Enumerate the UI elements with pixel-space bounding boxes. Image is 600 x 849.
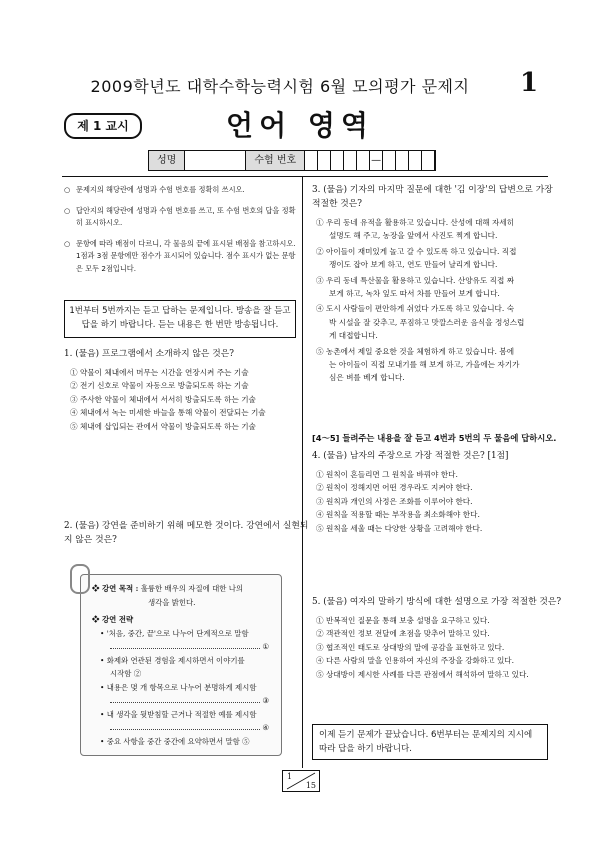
page-number: 1 [520,68,539,98]
current-page: 1 [287,772,293,781]
exam-number-digit[interactable] [409,151,422,170]
exam-number-digit[interactable] [396,151,409,170]
q3-choice[interactable]: ① 우리 동네 유적을 활용하고 있습니다. 산성에 대해 자세히 설명도 해 주고, 농장을 앞에서 사진도 찍게 합니다. [316,218,515,241]
q1-choices [70,366,266,433]
q5-stem: 5. (물음) 여자의 말하기 방식에 대한 설명으로 가장 적절한 것은? [312,597,562,607]
instruction-note: ○ 문항에 따라 배점이 다르니, 각 물음의 끝에 표시된 배점을 참고하시오. 1점과 3점 문항에만 점수가 표시되어 있습니다. 점수 표시가 없는 문항은 모두 2점입니다. [64,238,296,276]
q1-choice[interactable]: ② 전기 신호로 약물이 자동으로 방출되도록 하는 기술 [70,381,249,391]
q1-choice[interactable]: ⑤ 체내에 삽입되는 관에서 약물이 방출되도록 하는 기술 [70,421,256,431]
memo-item-mark: ③ [262,696,269,705]
listening-notice-line: 답을 하기 바랍니다. 듣는 내용은 한 번만 방송됩니다. [81,320,279,330]
memo-purpose-label: ❖ 강연 목적 : [92,584,139,593]
q4-choice[interactable]: ③ 원칙과 개인의 사정은 조화를 이루어야 한다. [316,496,473,506]
memo-strategy-label: ❖ 강연 전략 [92,615,134,624]
exam-number-digit[interactable] [305,151,318,170]
q5-choices [316,614,529,681]
period-badge: 제 1 교시 [64,113,142,139]
q4-choices [316,468,482,535]
q1-choice[interactable]: ③ 주사한 약물이 체내에서 서서히 방출되도록 하는 기술 [70,394,256,404]
exam-number-dash: — [370,151,383,170]
exam-number-label: 수험 번호 [246,151,305,170]
name-field[interactable] [185,151,246,170]
instructions-list [64,184,296,283]
exam-title: 2009학년도 대학수학능력시험 6월 모의평가 문제지 [90,77,470,96]
leader-dots [110,642,260,649]
q4-stem: 4. (물음) 남자의 주장으로 가장 적절한 것은? [1점] [312,451,509,461]
column-divider [302,176,303,768]
exam-number-digit[interactable] [344,151,357,170]
q1-choice[interactable]: ① 약물이 체내에서 머무는 시간을 연장시켜 주는 기술 [70,368,249,377]
page-indicator [282,770,320,792]
total-pages: 15 [305,781,316,790]
section-instruction: [4～5] 들려주는 내용을 잘 듣고 4번과 5번의 두 물음에 답하시오. [312,433,557,443]
q1-choice[interactable]: ④ 체내에서 녹는 미세한 바늘을 통해 약물이 전달되는 기술 [70,408,266,418]
q4-choice[interactable]: ④ 원칙을 적용할 때는 부작용을 최소화해야 한다. [316,510,480,520]
memo-item: • '처음, 중간, 끝'으로 나누어 단계적으로 말함 [100,628,249,638]
q4-choice[interactable]: ① 원칙이 혼들리면 그 원칙을 바꿔야 한다. [316,470,458,479]
leader-dots [110,696,260,703]
q5-choice[interactable]: ⑤ 상대방이 제시한 사례를 다른 관점에서 해석하여 말하고 있다. [316,669,529,679]
memo-item-mark: ④ [262,723,269,732]
exam-number-digit[interactable] [331,151,344,170]
listening-end-line: 이제 듣기 문제가 끝났습니다. 6번부터는 문제지의 지시에 [319,730,533,740]
subject-title: 언어 영역 [226,109,374,142]
listening-end-box [312,724,548,760]
q5-choice[interactable]: ③ 협조적인 태도로 상대방의 말에 공감을 표현하고 있다. [316,642,505,652]
memo-item: • 화제와 연관된 경험을 제시하면서 이야기를 [100,655,245,665]
q3-choice[interactable]: ④ 도시 사람들이 편안하게 쉬었다 가도록 하고 있습니다. 숙 박 시설을 잘 갖추고, 푸짐하고 맛깔스러운 음식을 정성스럽 게 대접합니다. [316,304,525,341]
instruction-note: ○ 문제지의 해당란에 성명과 수험 번호를 정확히 쓰시오. [64,184,296,197]
q4-choice[interactable]: ② 원칙이 정해지면 어떤 경우라도 지켜야 한다. [316,483,473,493]
exam-number-digit[interactable] [318,151,331,170]
instruction-note: ○ 답안지의 해당란에 성명과 수험 번호를 쓰고, 또 수험 번호의 답을 정확히 표시하시오. [64,205,296,230]
q2-stem-line: 지 않은 것은? [64,535,117,545]
listening-notice-box [64,300,296,338]
q4-choice[interactable]: ⑤ 원칙을 세울 때는 다양한 상황을 고려해야 한다. [316,523,483,533]
q3-choices [316,216,524,385]
paper-clip-icon [70,564,90,594]
memo-purpose-text: 훌륭한 배우의 자질에 대한 나의 [140,584,243,593]
q3-choice[interactable]: ② 아이들이 재미있게 놀고 갈 수 있도록 하고 있습니다. 직접 쟁이도 잡아 보게 하고, 연도 만들어 날리게 합니다. [316,246,517,270]
memo-item: • 중요 사항을 중간 중간에 요약하면서 말함 ⑤ [100,736,250,746]
memo-purpose-text: 생각을 밝힌다. [148,597,196,607]
q2-stem-line: 2. (물음) 강연을 준비하기 위해 메모한 것이다. 강연에서 실현되 [64,521,309,531]
exam-number-digit[interactable] [422,151,435,170]
memo-item-mark: 시작함 ② [110,669,142,678]
q3-stem-line: 3. (물음) 기자의 마지막 질문에 대한 '김 이장'의 답변으로 가장 [312,185,553,195]
q5-choice[interactable]: ② 객관적인 정보 전달에 초점을 맞추어 말하고 있다. [316,629,490,639]
id-row [148,150,436,171]
exam-number-digit[interactable] [357,151,370,170]
q3-stem-line: 적절한 것은? [312,199,363,209]
memo-item: • 내 생각을 뒷받침할 근거나 적절한 예를 제시함 [100,709,257,719]
name-label: 성명 [149,151,185,170]
memo-item: • 내용은 몇 개 항목으로 나누어 분명하게 제시함 [100,682,257,692]
q1-stem: 1. (물음) 프로그램에서 소개하지 않은 것은? [64,349,234,359]
memo-content [92,582,278,748]
header-divider [62,176,548,177]
memo-item-mark: ① [262,642,269,651]
q3-choice[interactable]: ③ 우리 동네 특산물을 활용하고 있습니다. 산양유도 직접 짜 보게 하고, 녹차 잎도 따서 차를 만들어 보게 합니다. [316,275,515,299]
leader-dots [110,723,260,730]
listening-end-line: 따라 답을 하기 바랍니다. [319,744,412,754]
q3-choice[interactable]: ⑤ 농촌에서 제일 중요한 것을 체험하게 하고 있습니다. 봄에 는 아이들이 직접 모내기를 해 보게 하고, 가을에는 자기가 심은 벼를 베게 합니다. [316,346,520,383]
q5-choice[interactable]: ① 반복적인 질문을 통해 보충 설명을 요구하고 있다. [316,616,490,625]
q5-choice[interactable]: ④ 다른 사람의 말을 인용하여 자신의 주장을 강화하고 있다. [316,656,515,666]
listening-notice-line: 1번부터 5번까지는 듣고 답하는 문제입니다. 방송을 잘 듣고 [69,306,291,316]
exam-number-digit[interactable] [383,151,396,170]
